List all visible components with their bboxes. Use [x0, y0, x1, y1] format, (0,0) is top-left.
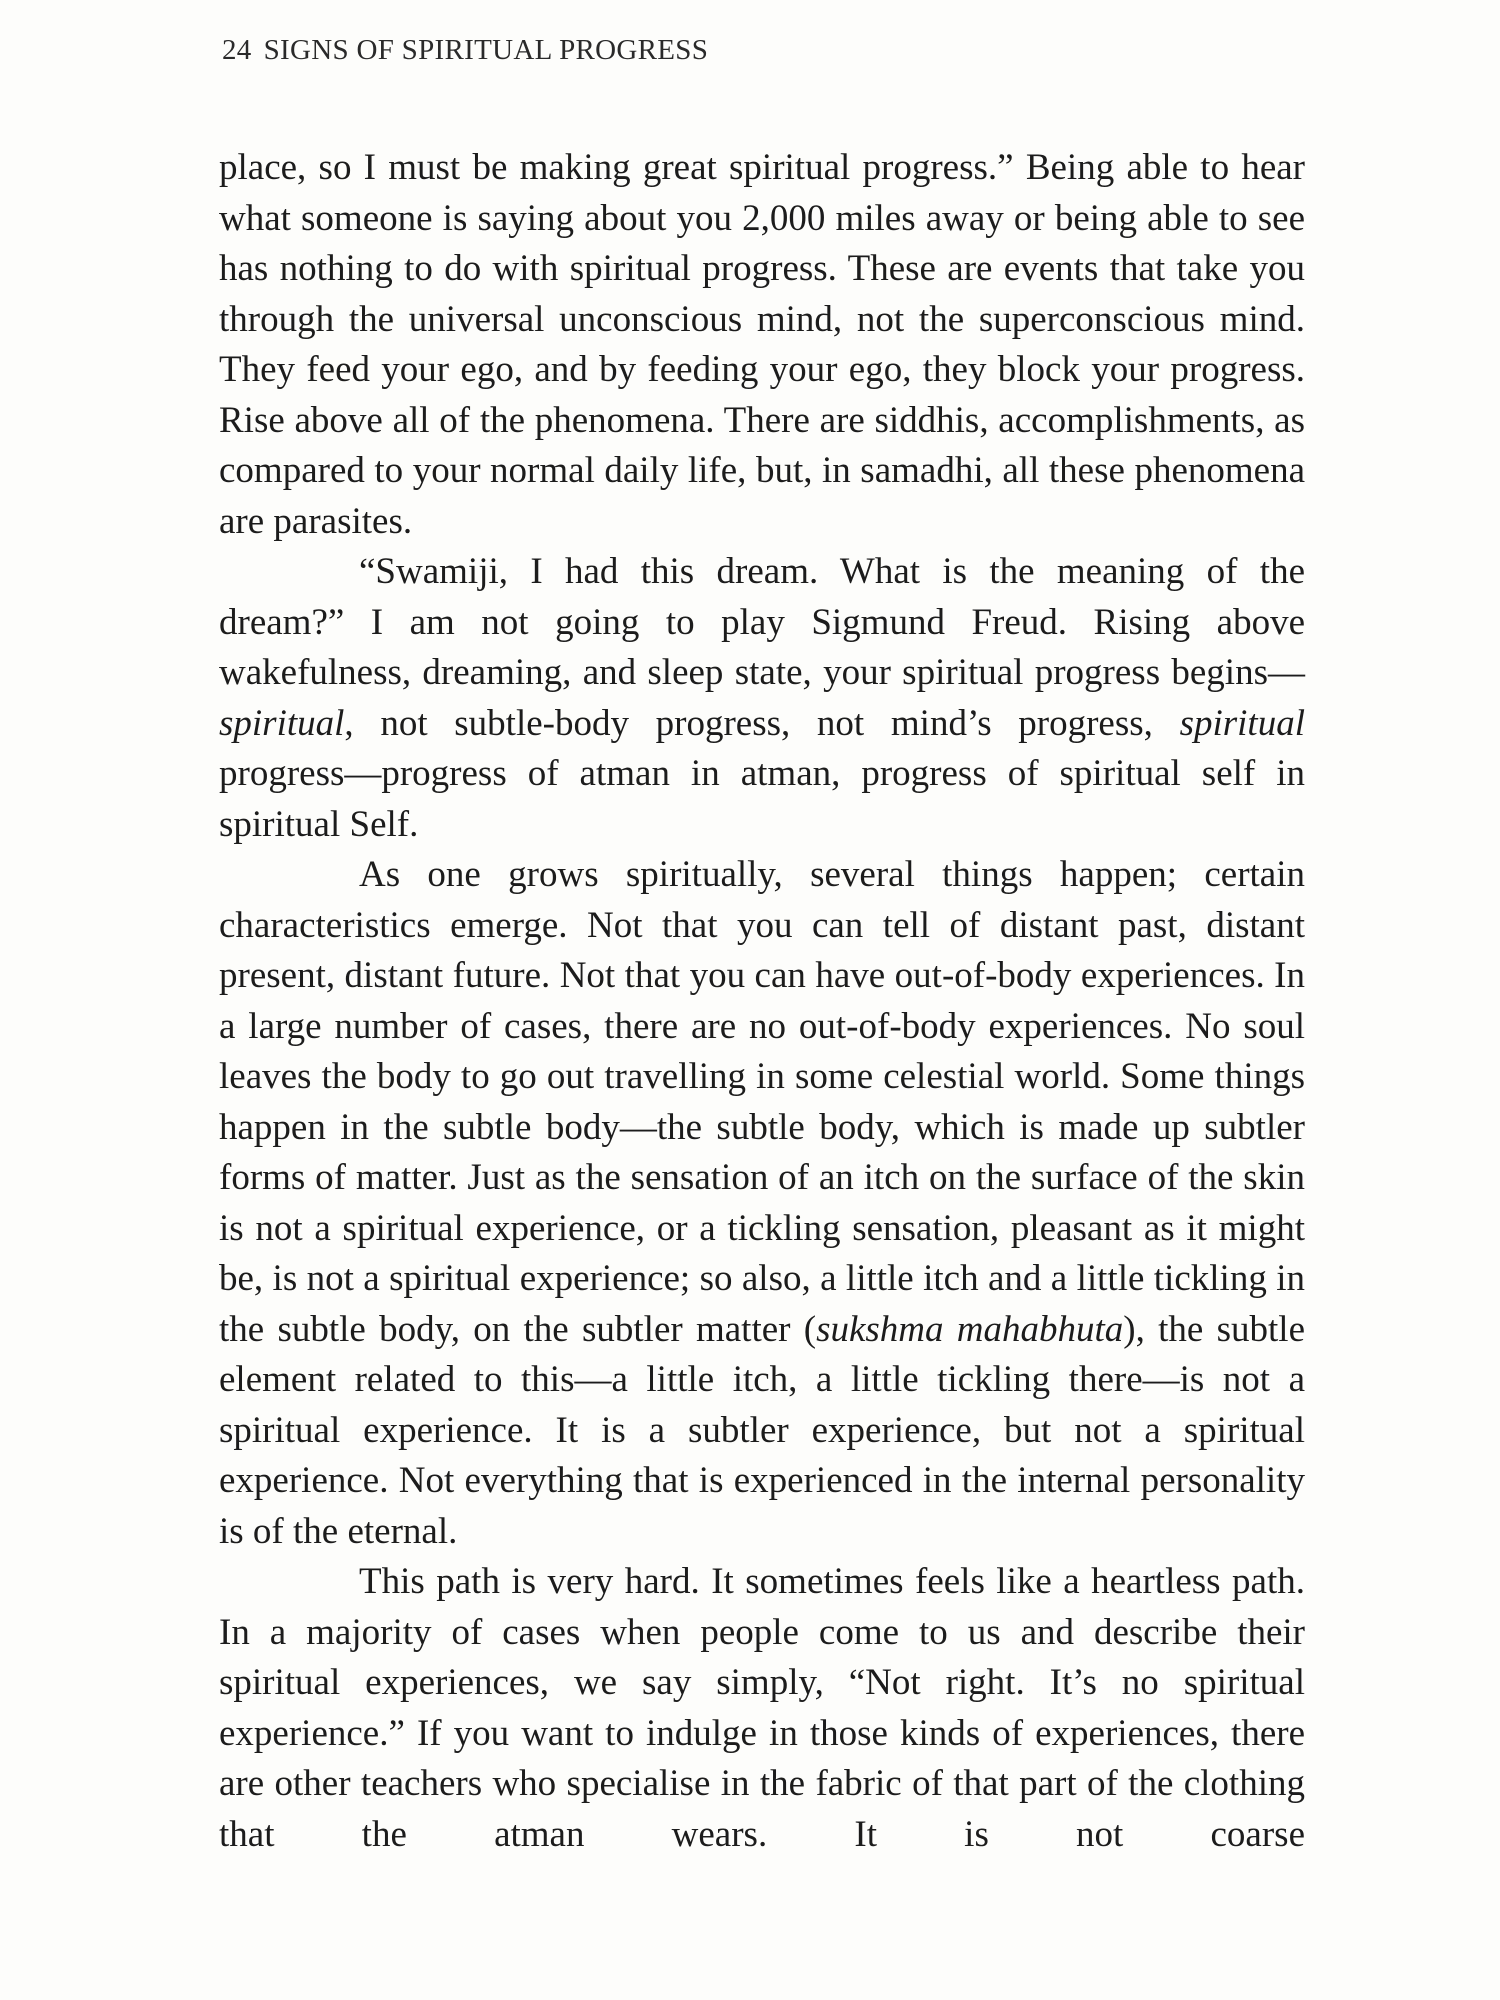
- page-number: 24: [222, 34, 252, 66]
- running-title: SIGNS OF SPIRITUAL PROGRESS: [263, 34, 709, 66]
- paragraph-2-text-a: “Swamiji, I had this dream. What is the meaning of the dream?” I am not going to play Sigmund Freud. Rising above wakefulness, dreaming, and sleep state, your spiritual progress begins—: [219, 551, 1305, 693]
- paragraph-2-text-b: , not subtle-body progress, not mind’s progress,: [344, 702, 1180, 744]
- paragraph-4: [219, 1557, 1305, 1860]
- body-text: [219, 143, 1305, 1860]
- paragraph-3-text-a: As one grows spiritually, several things happen; certain characteristics emerge. Not that you can tell of distant past, distant present, distant future. Not that you can have out-of-body experiences. In a large number of cases, there are no out-of-body experiences. No soul leaves the body to go out travelling in some celestial world. Some things happen in the subtle body—the subtle body, which is made up subtler forms of matter. Just as the sensation of an itch on the surface of the skin is not a spiritual experience, or a tickling sensation, pleasant as it might be, is not a spiritual experience; so also, a little itch and a little tickling in the subtle body, on the subtler matter (: [219, 854, 1305, 1350]
- running-header: [222, 34, 708, 67]
- italic-spiritual-1: spiritual: [219, 702, 345, 744]
- paragraph-1-text: place, so I must be making great spiritual progress.” Being able to hear what someone is saying about you 2,000 miles away or being able to see has nothing to do with spiritual progress. These are events that take you through the universal unconscious mind, not the superconscious mind. They feed your ego, and by feeding your ego, they block your progress. Rise above all of the phenomena. There are siddhis, accomplishments, as compared to your normal daily life, but, in samadhi, all these phenomena are parasites.: [219, 147, 1305, 542]
- paragraph-2: [219, 547, 1305, 850]
- paragraph-4-text: This path is very hard. It sometimes feels like a heartless path. In a majority of cases when people come to us and describe their spiritual experiences, we say simply, “Not right. It’s no spiritual experience.” If you want to indulge in those kinds of experiences, there are other teachers who specialise in the fabric of that part of the clothing that the atman wears. It is not coarse: [219, 1561, 1305, 1855]
- paragraph-2-text-c: progress—progress of atman in atman, progress of spiritual self in spiritual Self.: [219, 753, 1305, 845]
- italic-spiritual-2: spiritual: [1179, 702, 1305, 744]
- paragraph-3-text-b: ), the subtle element related to this—a little itch, a little tickling there—is not a spiritual experience. It is a subtler experience, but not a spiritual experience. Not everything that is experienced in the internal personality is of the eternal.: [219, 1308, 1305, 1552]
- italic-sukshma-mahabhuta: sukshma mahabhuta: [816, 1308, 1124, 1350]
- paragraph-1: [219, 143, 1305, 547]
- paragraph-3: [219, 850, 1305, 1557]
